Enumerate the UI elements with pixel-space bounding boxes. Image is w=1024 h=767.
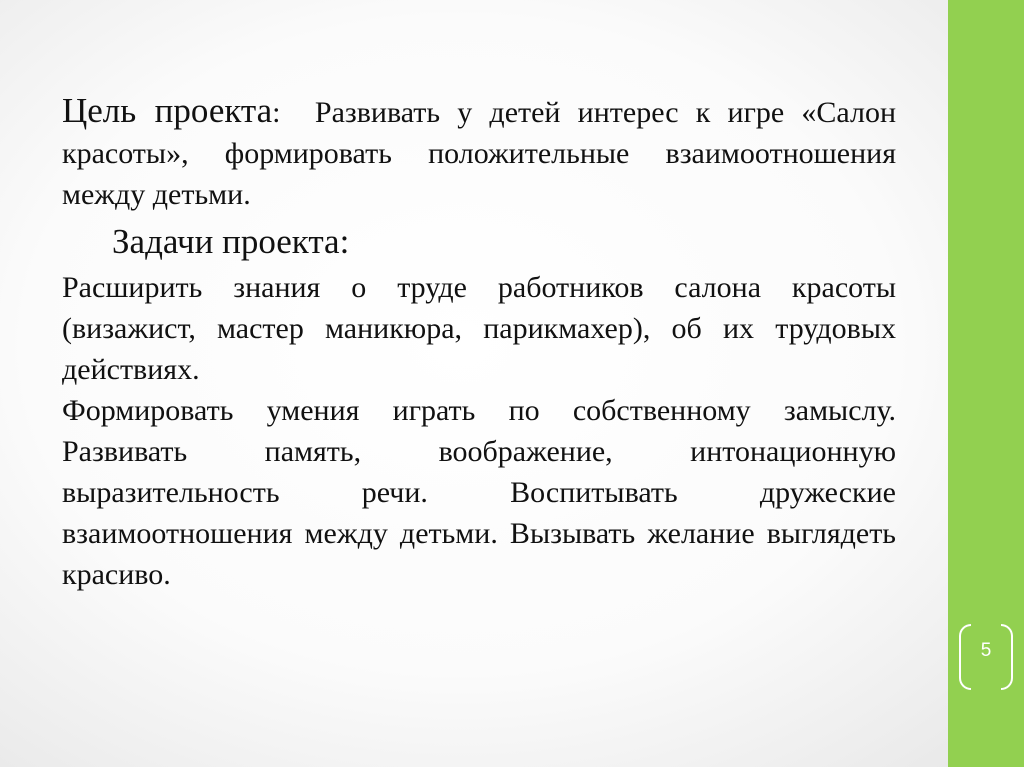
- goal-paragraph: [62, 90, 896, 215]
- goal-label: Цель проекта: [62, 91, 273, 130]
- tasks-paragraph-1: Расширить знания о труде работников салона красоты (визажист, мастер маникюра, парикмахер), об их трудовых действиях.: [62, 271, 896, 386]
- goal-colon: :: [272, 96, 281, 129]
- page-number-badge: [955, 624, 1017, 690]
- tasks-paragraph-2: Формировать умения играть по собственному замыслу. Развивать память, воображение, интонационную выразительность речи. Воспитывать дружеские взаимоотношения между детьми. Вызывать желание выглядеть красиво.: [62, 394, 896, 591]
- tasks-title: Задачи проекта:: [112, 222, 350, 261]
- slide-content: [62, 90, 896, 595]
- page-number: 5: [980, 640, 992, 661]
- goal-text: Развивать у детей интерес к игре «Салон красоты», формировать положительные взаимоотношения между детьми.: [62, 96, 897, 211]
